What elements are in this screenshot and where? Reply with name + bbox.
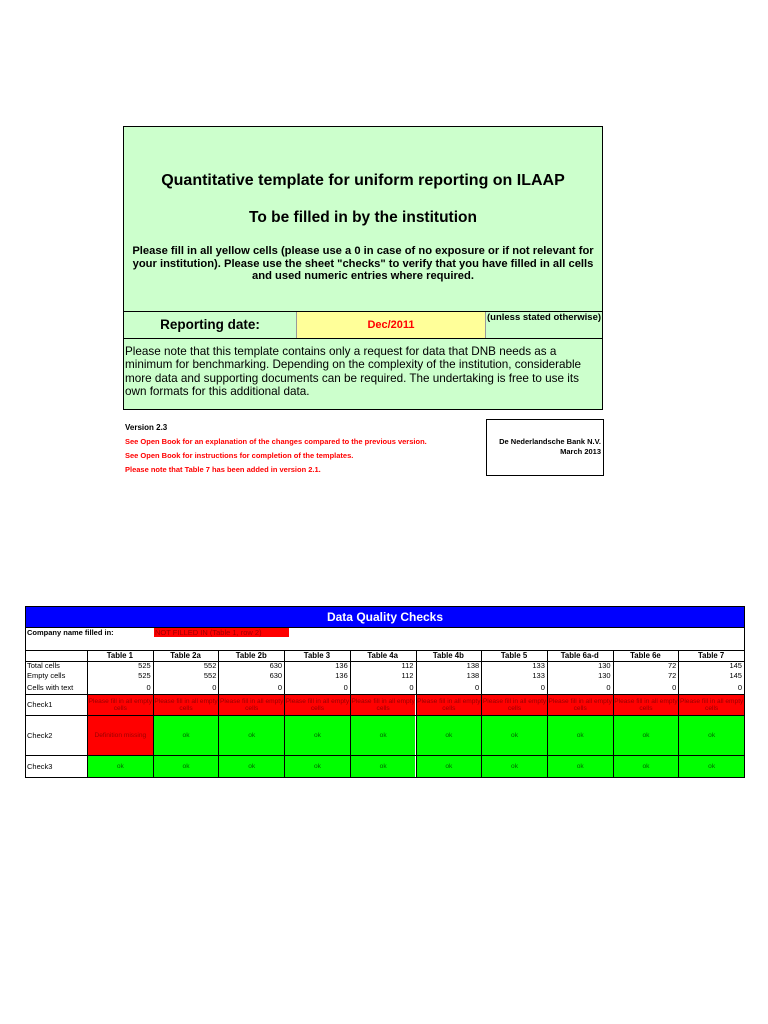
check2-status-cell: ok	[482, 716, 547, 755]
column-header: Table 4b	[432, 651, 464, 660]
cell-value: 0	[212, 683, 217, 692]
version-note: See Open Book for instructions for completion of the templates.	[125, 451, 354, 460]
version-note: Please note that Table 7 has been added in version 2.1.	[125, 465, 321, 474]
check1-status-cell: Please fill in all empty cells	[548, 695, 613, 715]
column-header: Table 3	[303, 651, 331, 660]
check1-status-cell: Please fill in all empty cells	[679, 695, 744, 715]
cell-value: 525	[138, 661, 151, 670]
cell-value: 0	[409, 683, 414, 692]
version-label: Version 2.3	[125, 423, 168, 432]
cell-value: 0	[737, 683, 742, 692]
check3-status-cell: ok	[219, 756, 284, 777]
check1-status-cell: Please fill in all empty cells	[482, 695, 547, 715]
check2-status-cell: ok	[219, 716, 284, 755]
row-label: Check2	[27, 731, 53, 740]
cell-value: 130	[598, 661, 611, 670]
cell-value: 630	[269, 661, 283, 670]
check2-status-cell: ok	[417, 716, 482, 755]
cell-value: 130	[598, 671, 611, 680]
reporting-date-label: Reporting date:	[160, 317, 260, 332]
cell-value: 145	[729, 661, 742, 670]
template-header-panel	[123, 126, 603, 410]
issuer-name: De Nederlandsche Bank N.V.	[499, 437, 601, 446]
cell-value: 0	[277, 683, 283, 692]
cell-value: 112	[401, 671, 414, 680]
column-header: Table 1	[106, 651, 133, 660]
reporting-date-row	[124, 311, 602, 339]
cell-value: 525	[138, 671, 151, 680]
fill-instructions: Please fill in all yellow cells (please use a 0 in case of no exposure or if not relevant for your institution). Please use the sheet "checks" to verify that you have filled in all cells and used numeric entries where required.	[132, 245, 594, 282]
cell-value: 552	[203, 671, 217, 680]
company-name-label: Company name filled in:	[27, 628, 114, 637]
column-header: Table 2b	[235, 651, 267, 660]
cell-value: 136	[335, 671, 348, 680]
check2-status-cell: ok	[285, 716, 350, 755]
check3-status-cell: ok	[88, 756, 153, 777]
check3-status-cell: ok	[614, 756, 679, 777]
column-header: Table 5	[500, 651, 528, 660]
version-note: See Open Book for an explanation of the changes compared to the previous version.	[125, 437, 427, 446]
check1-status-cell: Please fill in all empty cells	[614, 695, 679, 715]
column-header: Table 7	[697, 651, 725, 660]
check3-status-cell: ok	[417, 756, 482, 777]
check3-status-cell: ok	[351, 756, 416, 777]
reporting-date-note: (unless stated otherwise)	[486, 312, 602, 323]
column-header: Table 2a	[170, 651, 201, 660]
cell-value: 145	[729, 671, 742, 680]
cell-value: 138	[466, 671, 480, 680]
cell-value: 133	[532, 671, 545, 680]
check1-status-cell: Please fill in all empty cells	[154, 695, 219, 715]
issuer-box	[486, 419, 604, 476]
cell-value: 0	[146, 683, 151, 692]
cell-value: 112	[401, 661, 414, 670]
company-name-status: NOT FILLED IN (Table 1, row 2)	[154, 628, 289, 637]
check3-status-cell: ok	[482, 756, 547, 777]
cell-value: 552	[203, 661, 217, 670]
check3-status-cell: ok	[548, 756, 613, 777]
cell-value: 72	[667, 671, 677, 680]
row-label: Check1	[27, 700, 53, 709]
data-quality-checks	[25, 606, 745, 778]
cell-value: 0	[343, 683, 348, 692]
cell-value: 136	[335, 661, 348, 670]
check1-status-cell: Please fill in all empty cells	[88, 695, 153, 715]
check3-status-cell: ok	[154, 756, 219, 777]
checks-title: Data Quality Checks	[26, 607, 744, 627]
template-title: Quantitative template for uniform reporting on ILAAP	[161, 172, 565, 189]
cell-value: 630	[269, 671, 283, 680]
reporting-date-input[interactable]: Dec/2011	[296, 312, 486, 338]
check1-status-cell: Please fill in all empty cells	[417, 695, 482, 715]
check1-status-cell: Please fill in all empty cells	[219, 695, 284, 715]
cell-value: 0	[540, 683, 545, 692]
issuer-date: March 2013	[560, 447, 601, 456]
benchmarking-note: Please note that this template contains only a request for data that DNB needs as a minimum for benchmarking. Depending on the complexity of the institution, considerable more data and supporting documents can be required. The undertaking is free to use its own formats for this additional data.	[125, 345, 582, 398]
column-header: Table 6a-d	[560, 651, 599, 660]
grid-line	[26, 627, 744, 628]
check3-status-cell: ok	[679, 756, 744, 777]
column-header: Table 6e	[630, 651, 661, 660]
row-label: Total cells	[27, 661, 60, 670]
cell-value: 0	[475, 683, 480, 692]
check2-status-cell: ok	[679, 716, 744, 755]
cell-value: 133	[532, 661, 545, 670]
template-subtitle: To be filled in by the institution	[249, 209, 477, 226]
check2-status-cell: ok	[351, 716, 416, 755]
check2-status-cell: ok	[154, 716, 219, 755]
column-header: Table 4a	[367, 651, 398, 660]
cell-value: 72	[667, 661, 677, 670]
cell-value: 0	[606, 683, 611, 692]
cell-value: 0	[672, 683, 677, 692]
row-label: Empty cells	[27, 671, 66, 680]
check1-status-cell: Please fill in all empty cells	[351, 695, 416, 715]
check3-status-cell: ok	[285, 756, 350, 777]
cell-value: 138	[466, 661, 480, 670]
check2-status-cell: ok	[548, 716, 613, 755]
row-label: Check3	[27, 762, 53, 771]
check2-status-cell: Definition missing	[88, 716, 153, 755]
row-label: Cells with text	[27, 683, 74, 692]
check2-status-cell: ok	[614, 716, 679, 755]
check1-status-cell: Please fill in all empty cells	[285, 695, 350, 715]
